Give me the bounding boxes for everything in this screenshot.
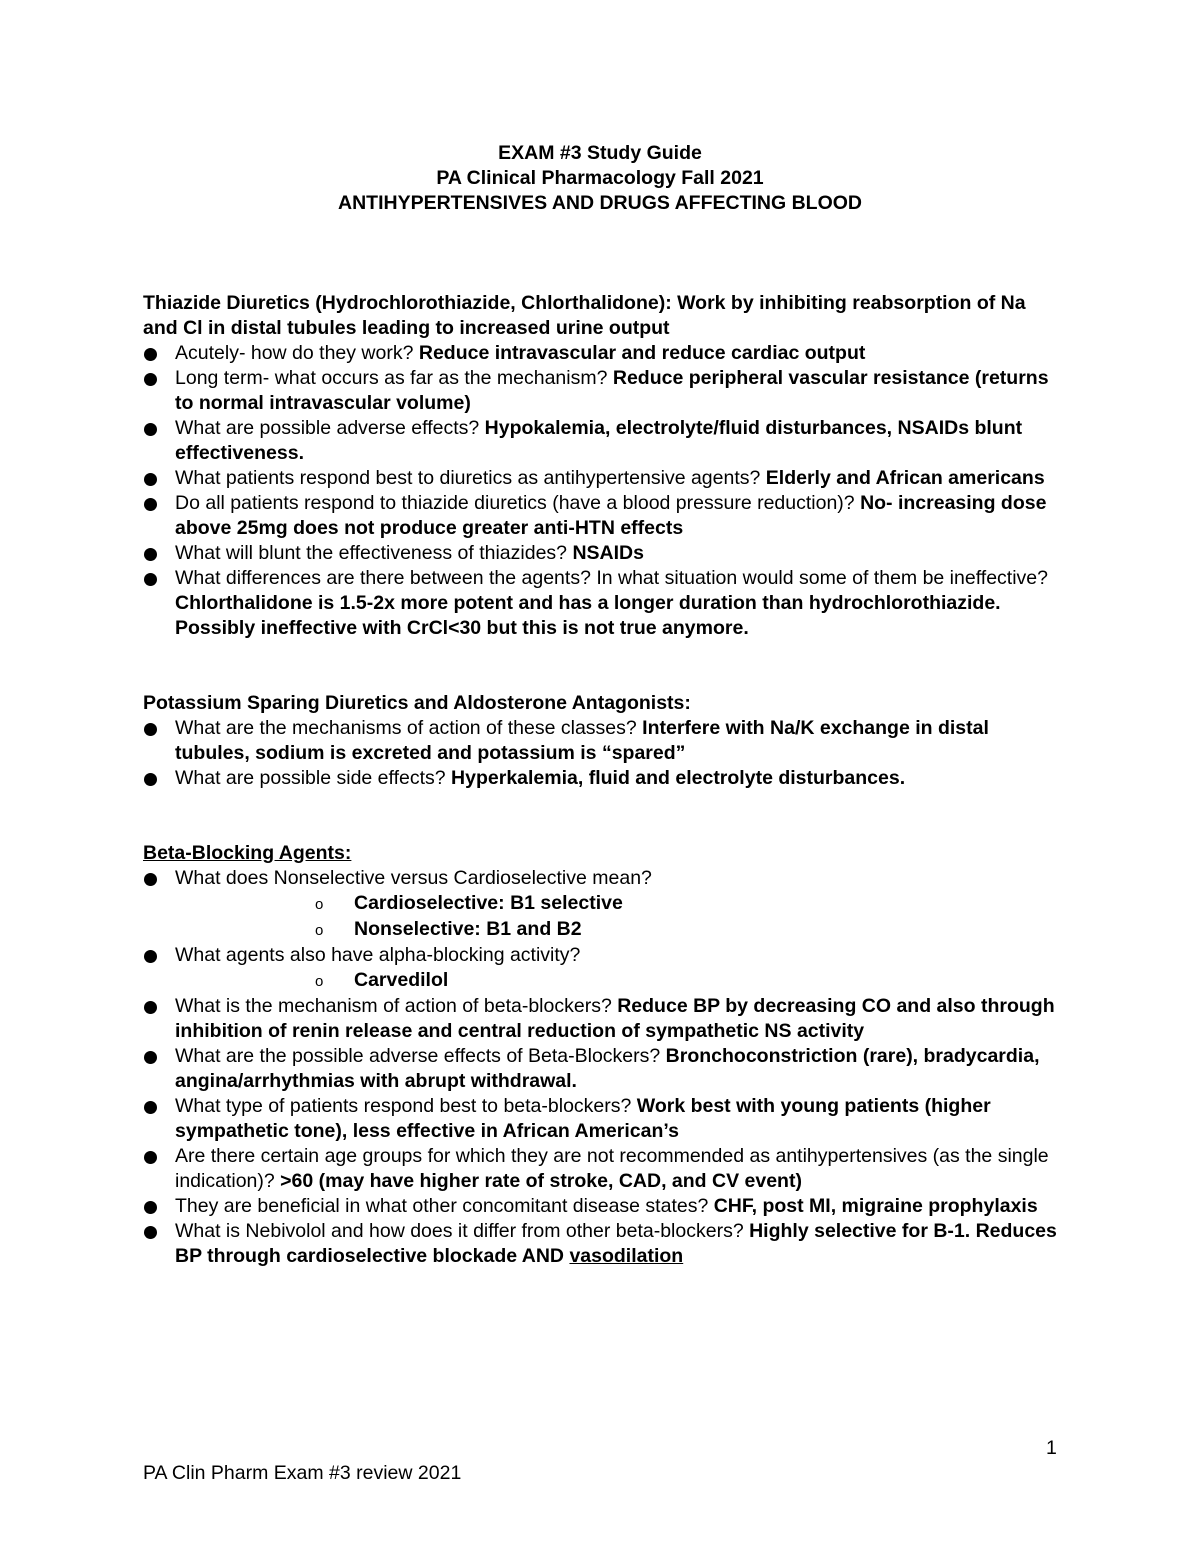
thiazide-list (143, 341, 1063, 641)
beta-section (143, 841, 1063, 1269)
list-item: What does Nonselective versus Cardioselective mean? (143, 866, 1063, 891)
beta-list (143, 943, 1063, 968)
list-item: They are beneficial in what other concomitant disease states? CHF, post MI, migraine prophylaxis (143, 1194, 1063, 1219)
beta-sub-list-2 (143, 968, 1063, 994)
list-item: What is the mechanism of action of beta-blockers? Reduce BP by decreasing CO and also through inhibition of renin release and central reduction of sympathetic NS activity (143, 994, 1063, 1044)
header-title: EXAM #3 Study Guide (498, 142, 702, 164)
list-item: What agents also have alpha-blocking activity? (143, 943, 1063, 968)
list-item: Long term- what occurs as far as the mechanism? Reduce peripheral vascular resistance (returns to normal intravascular volume) (143, 366, 1063, 416)
potassium-title: Potassium Sparing Diuretics and Aldosterone Antagonists: (143, 692, 691, 714)
beta-title: Beta-Blocking Agents: (143, 842, 352, 864)
header-topic: ANTIHYPERTENSIVES AND DRUGS AFFECTING BLOOD (338, 192, 862, 214)
list-item: What will blunt the effectiveness of thiazides? NSAIDs (143, 541, 1063, 566)
list-item: What are the possible adverse effects of Beta-Blockers? Bronchoconstriction (rare), bradycardia, angina/arrhythmias with abrupt withdrawal. (143, 1044, 1063, 1094)
list-item: What is Nebivolol and how does it differ from other beta-blockers? Highly selective for B-1. Reduces BP through cardioselective blockade AND vasodilation (143, 1219, 1063, 1269)
list-item: What patients respond best to diuretics as antihypertensive agents? Elderly and African americans (143, 466, 1063, 491)
list-item: Are there certain age groups for which they are not recommended as antihypertensives (as the single indication)? >60 (may have higher rate of stroke, CAD, and CV event) (143, 1144, 1063, 1194)
page-number: 1 (1046, 1437, 1057, 1459)
potassium-list (143, 716, 1063, 791)
list-item: What are possible adverse effects? Hypokalemia, electrolyte/fluid disturbances, NSAIDs blunt effectiveness. (143, 416, 1063, 466)
thiazide-title: Thiazide Diuretics (Hydrochlorothiazide, Chlorthalidone): Work by inhibiting reabsorption of Na and Cl in distal tubules leading to increased urine output (143, 292, 1026, 339)
sub-list-item: o Cardioselective: B1 selective (143, 891, 1063, 917)
list-item: Do all patients respond to thiazide diuretics (have a blood pressure reduction)? No- increasing dose above 25mg does not produce greater anti-HTN effects (143, 491, 1063, 541)
list-item: What are the mechanisms of action of these classes? Interfere with Na/K exchange in distal tubules, sodium is excreted and potassium is “spared” (143, 716, 1063, 766)
sub-list-item: o Carvedilol (143, 968, 1063, 994)
list-item: Acutely- how do they work? Reduce intravascular and reduce cardiac output (143, 341, 1063, 366)
list-item: What differences are there between the agents? In what situation would some of them be ineffective? Chlorthalidone is 1.5-2x more potent and has a longer duration than hydrochlorothiazide. Possibly ineffective with CrCl<30 but this is not true anymore. (143, 566, 1063, 641)
sub-list-item: o Nonselective: B1 and B2 (143, 917, 1063, 943)
page-footer: PA Clin Pharm Exam #3 review 2021 (143, 1462, 462, 1484)
beta-list (143, 994, 1063, 1269)
header-course: PA Clinical Pharmacology Fall 2021 (436, 167, 764, 189)
beta-list (143, 866, 1063, 891)
potassium-section (143, 691, 1063, 791)
document-header (0, 141, 1200, 216)
thiazide-section (143, 291, 1063, 641)
list-item: What type of patients respond best to beta-blockers? Work best with young patients (higher sympathetic tone), less effective in African American’s (143, 1094, 1063, 1144)
beta-sub-list-1 (143, 891, 1063, 943)
list-item: What are possible side effects? Hyperkalemia, fluid and electrolyte disturbances. (143, 766, 1063, 791)
